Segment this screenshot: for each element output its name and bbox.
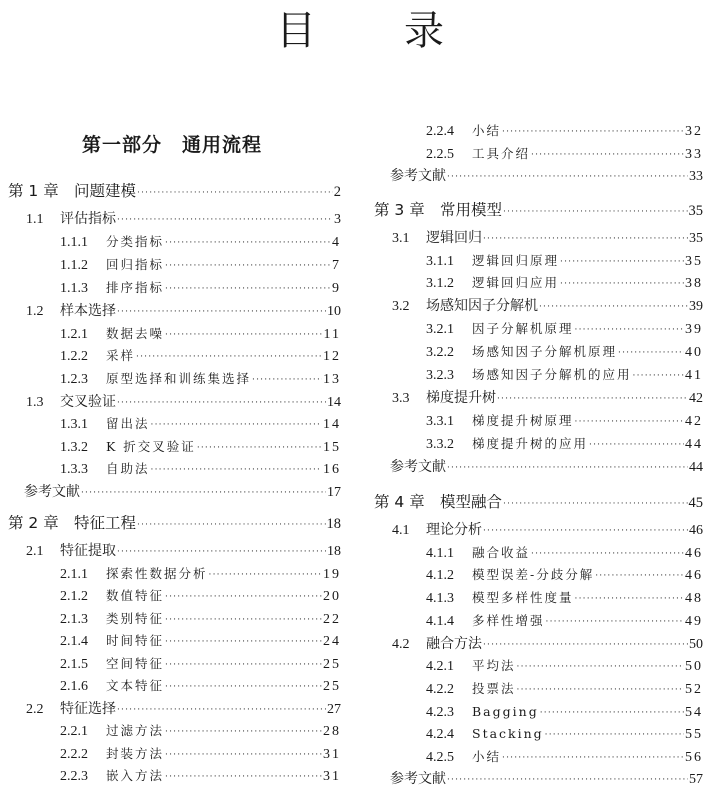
entry-number: 2.2.5: [426, 147, 454, 162]
dot-leader: [483, 228, 688, 250]
page-number: 31: [323, 747, 341, 762]
dot-leader: [483, 634, 688, 656]
entry-title: 评估指标: [60, 211, 116, 227]
entry-number: 4.1.2: [426, 568, 454, 583]
page-number: 39: [689, 299, 703, 314]
page-number: 42: [685, 414, 703, 429]
toc-entry-sub[interactable]: [8, 323, 341, 345]
part-name: 通用流程: [182, 134, 263, 156]
dot-leader: [165, 654, 322, 676]
dot-leader: [136, 346, 322, 368]
dot-leader: [447, 166, 688, 188]
dot-leader: [560, 273, 684, 295]
dot-leader: [137, 180, 333, 206]
entry-number: 4.2.5: [426, 750, 454, 765]
page-number: 11: [323, 327, 341, 342]
entry-title: 参考文献: [390, 771, 446, 787]
page-number: 12: [323, 349, 341, 364]
toc-entry-sub[interactable]: [8, 368, 341, 390]
entry-number: 2.2.4: [426, 124, 454, 139]
dot-leader: [575, 319, 684, 341]
entry-number: 1.1.3: [60, 281, 88, 296]
entry-title: 数值特征: [106, 588, 165, 603]
toc-entry-sub[interactable]: [374, 655, 703, 677]
dot-leader: [560, 251, 684, 273]
entry-number: 1.2.2: [60, 349, 88, 364]
page-number: 17: [327, 485, 341, 500]
toc-entry-section[interactable]: [374, 387, 703, 409]
entry-number: 2.2.1: [60, 724, 88, 739]
entry-number: 2.1.6: [60, 679, 88, 694]
entry-number: 2.1.1: [60, 567, 88, 582]
entry-title: 文本特征: [106, 678, 165, 693]
entry-title: 空间特征: [106, 656, 165, 671]
dot-leader: [117, 699, 326, 721]
toc-entry-sub[interactable]: [374, 120, 703, 142]
toc-entry-sub[interactable]: [8, 231, 341, 253]
dot-leader: [575, 588, 684, 610]
page-title: [0, 6, 720, 56]
toc-entry-sub[interactable]: [8, 254, 341, 276]
toc-entry-section[interactable]: [8, 698, 341, 720]
entry-number: 第 2 章: [8, 514, 59, 532]
page-number: 22: [323, 612, 341, 627]
entry-number: 3.3: [392, 391, 410, 406]
entry-number: 1.2.3: [60, 372, 88, 387]
page-number: 19: [323, 567, 341, 582]
toc-entry-ref[interactable]: [374, 165, 703, 187]
entry-title: 逻辑回归: [426, 230, 482, 246]
toc-entry-sub[interactable]: [374, 678, 703, 700]
entry-number: 1.1.2: [60, 258, 88, 273]
page-number: 46: [689, 523, 703, 538]
page-number: 35: [688, 203, 703, 219]
entry-title: 排序指标: [106, 280, 165, 295]
toc-entry-sub[interactable]: [374, 250, 703, 272]
entry-number: 2.2: [26, 702, 44, 717]
entry-title: 平均法: [472, 658, 516, 673]
toc-entry-sub[interactable]: [374, 364, 703, 386]
page-number: 44: [689, 460, 703, 475]
dot-leader: [503, 199, 687, 225]
entry-number: 4.1.3: [426, 591, 454, 606]
entry-title: 原型选择和训练集选择: [106, 371, 252, 386]
entry-title: 工具介绍: [472, 146, 531, 161]
entry-title: 理论分析: [426, 522, 482, 538]
toc-entry-section[interactable]: [8, 208, 341, 230]
entry-title: 逻辑回归应用: [472, 275, 560, 290]
entry-title: 时间特征: [106, 633, 165, 648]
dot-leader: [165, 324, 323, 346]
entry-number: 第 3 章: [374, 201, 425, 219]
page-number: 49: [685, 614, 703, 629]
entry-title: 小结: [472, 749, 502, 764]
page-number: 24: [323, 634, 341, 649]
entry-title: 因子分解机原理: [472, 321, 574, 336]
entry-number: 2.1.2: [60, 589, 88, 604]
dot-leader: [575, 411, 684, 433]
entry-title: 探索性数据分析: [106, 566, 208, 581]
toc-entry-sub[interactable]: [8, 743, 341, 765]
entry-number: 4.2.3: [426, 705, 454, 720]
entry-number: 3.2.3: [426, 368, 454, 383]
entry-title: 采样: [106, 348, 136, 363]
entry-number: 1.2.1: [60, 327, 88, 342]
dot-leader: [546, 611, 684, 633]
entry-number: 4.1: [392, 523, 410, 538]
toc-entry-ref[interactable]: [8, 481, 341, 503]
page-number: 18: [326, 516, 341, 532]
page-number: 3: [334, 212, 341, 227]
entry-number: 3.2: [392, 299, 410, 314]
dot-leader: [531, 543, 684, 565]
page-number: 54: [685, 705, 703, 720]
dot-leader: [633, 365, 684, 387]
toc-entry-sub[interactable]: [374, 143, 703, 165]
dot-leader: [595, 565, 684, 587]
page-number: 32: [685, 124, 703, 139]
toc-entry-section[interactable]: [8, 540, 341, 562]
dot-leader: [165, 766, 322, 788]
toc-entry-sub[interactable]: [374, 341, 703, 363]
toc-entry-ref[interactable]: [374, 456, 703, 478]
page-number: 9: [332, 281, 341, 296]
toc-entry-section[interactable]: [374, 519, 703, 541]
dot-leader: [165, 586, 322, 608]
page-number: 40: [685, 345, 703, 360]
page-number: 14: [323, 417, 341, 432]
dot-leader: [252, 369, 322, 391]
dot-leader: [540, 702, 684, 724]
page-number: 25: [323, 679, 341, 694]
entry-title: 类别特征: [106, 611, 165, 626]
toc-entry-sub[interactable]: [374, 433, 703, 455]
entry-number: 4.2.1: [426, 659, 454, 674]
entry-number: 3.3.2: [426, 437, 454, 452]
toc-entry-chapter[interactable]: [374, 197, 703, 223]
entry-number: 1.3.2: [60, 440, 88, 455]
entry-title: 融合收益: [472, 545, 531, 560]
entry-title: Bagging: [472, 704, 539, 719]
title-char-left: 目: [276, 8, 316, 54]
page-number: 35: [689, 231, 703, 246]
entry-number: 3.3.1: [426, 414, 454, 429]
part-number: 第一部分: [82, 134, 163, 156]
entry-number: 4.2: [392, 637, 410, 652]
entry-number: 1.2: [26, 304, 44, 319]
entry-title: 多样性增强: [472, 613, 545, 628]
entry-number: 4.2.2: [426, 682, 454, 697]
page-number: 16: [323, 462, 341, 477]
page-number: 7: [332, 258, 341, 273]
toc-entry-sub[interactable]: [8, 765, 341, 787]
page-number: 57: [689, 772, 703, 787]
page-number: 33: [685, 147, 703, 162]
entry-number: 3.1.1: [426, 254, 454, 269]
dot-leader: [531, 144, 684, 166]
page-number: 31: [323, 769, 341, 784]
entry-title: 问题建模: [74, 182, 137, 200]
toc-entry-sub[interactable]: [374, 587, 703, 609]
page-number: 42: [689, 391, 703, 406]
toc-entry-sub[interactable]: [374, 723, 703, 745]
page-number: 45: [688, 495, 703, 511]
page-number: 52: [685, 682, 703, 697]
entry-title: 参考文献: [390, 459, 446, 475]
toc-entry-sub[interactable]: [8, 653, 341, 675]
page-number: 27: [327, 702, 341, 717]
dot-leader: [137, 512, 325, 538]
page-number: 20: [323, 589, 341, 604]
dot-leader: [447, 769, 688, 791]
entry-title: 特征提取: [60, 543, 116, 559]
entry-title: 梯度提升树: [426, 390, 496, 406]
toc-entry-chapter[interactable]: [8, 510, 341, 536]
page-number: 18: [327, 544, 341, 559]
page-number: 55: [685, 727, 703, 742]
entry-title: 样本选择: [60, 303, 116, 319]
entry-number: 1.1.1: [60, 235, 88, 250]
dot-leader: [117, 541, 326, 563]
dot-leader: [165, 744, 322, 766]
entry-title: 模型误差-分歧分解: [472, 567, 595, 582]
entry-title: 场感知因子分解机: [426, 298, 538, 314]
entry-number: 3.2.2: [426, 345, 454, 360]
dot-leader: [165, 676, 322, 698]
entry-title: 小结: [472, 123, 502, 138]
entry-number: 2.1: [26, 544, 44, 559]
entry-number: 1.3.3: [60, 462, 88, 477]
entry-title: 模型多样性度量: [472, 590, 574, 605]
entry-number: 第 1 章: [8, 182, 59, 200]
toc-entry-section[interactable]: [374, 295, 703, 317]
dot-leader: [539, 296, 688, 318]
toc-entry-section[interactable]: [8, 391, 341, 413]
toc-entry-sub[interactable]: [8, 608, 341, 630]
toc-entry-section[interactable]: [8, 300, 341, 322]
entry-title: 特征工程: [74, 514, 137, 532]
toc-entry-section[interactable]: [374, 227, 703, 249]
entry-title: 常用模型: [440, 201, 503, 219]
entry-title: 梯度提升树原理: [472, 413, 574, 428]
page-number: 50: [685, 659, 703, 674]
toc-entry-sub[interactable]: [8, 585, 341, 607]
dot-leader: [483, 520, 688, 542]
dot-leader: [618, 342, 684, 364]
entry-number: 2.1.5: [60, 657, 88, 672]
page-number: 10: [327, 304, 341, 319]
page-number: 14: [327, 395, 341, 410]
entry-number: 1.1: [26, 212, 44, 227]
toc-entry-sub[interactable]: [8, 563, 341, 585]
dot-leader: [502, 121, 684, 143]
page-number: 25: [323, 657, 341, 672]
toc-entry-sub[interactable]: [374, 318, 703, 340]
toc-entry-sub[interactable]: [374, 701, 703, 723]
toc-entry-sub[interactable]: [8, 413, 341, 435]
page-number: 48: [685, 591, 703, 606]
entry-number: 4.1.1: [426, 546, 454, 561]
entry-title: 回归指标: [106, 257, 165, 272]
entry-title: 自助法: [106, 461, 150, 476]
toc-entry-sub[interactable]: [8, 458, 341, 480]
entry-title: 过滤方法: [106, 723, 165, 738]
toc-entry-chapter[interactable]: [8, 178, 341, 204]
entry-title: Stacking: [472, 726, 544, 741]
dot-leader: [497, 388, 688, 410]
page-number: 15: [323, 440, 341, 455]
dot-leader: [117, 301, 326, 323]
toc-entry-sub[interactable]: [374, 564, 703, 586]
entry-number: 2.1.4: [60, 634, 88, 649]
dot-leader: [502, 747, 684, 769]
dot-leader: [165, 232, 331, 254]
toc-entry-sub[interactable]: [8, 277, 341, 299]
page-number: 50: [689, 637, 703, 652]
toc-entry-sub[interactable]: [374, 746, 703, 768]
entry-title: 封装方法: [106, 746, 165, 761]
entry-title: K 折交叉验证: [106, 439, 196, 454]
title-char-right: 录: [404, 8, 444, 54]
dot-leader: [517, 679, 684, 701]
entry-title: 特征选择: [60, 701, 116, 717]
entry-title: 数据去噪: [106, 326, 165, 341]
dot-leader: [117, 392, 326, 414]
toc-entry-sub[interactable]: [8, 675, 341, 697]
page-number: 4: [332, 235, 341, 250]
page-number: 44: [685, 437, 703, 452]
dot-leader: [197, 437, 322, 459]
entry-number: 2.2.2: [60, 747, 88, 762]
toc-entry-sub[interactable]: [374, 610, 703, 632]
page-number: 41: [685, 368, 703, 383]
dot-leader: [81, 482, 326, 504]
toc-entry-sub[interactable]: [374, 542, 703, 564]
dot-leader: [545, 724, 684, 746]
toc-entry-chapter[interactable]: [374, 489, 703, 515]
dot-leader: [517, 656, 684, 678]
entry-title: 融合方法: [426, 636, 482, 652]
dot-leader: [503, 491, 687, 517]
dot-leader: [165, 631, 322, 653]
toc-entry-sub[interactable]: [8, 436, 341, 458]
entry-number: 4.2.4: [426, 727, 454, 742]
entry-number: 2.2.3: [60, 769, 88, 784]
dot-leader: [165, 721, 322, 743]
entry-number: 1.3.1: [60, 417, 88, 432]
dot-leader: [447, 457, 688, 479]
dot-leader: [117, 209, 333, 231]
entry-title: 模型融合: [440, 493, 503, 511]
dot-leader: [151, 414, 322, 436]
dot-leader: [165, 278, 331, 300]
entry-title: 场感知因子分解机原理: [472, 344, 618, 359]
entry-title: 梯度提升树的应用: [472, 436, 589, 451]
toc-entry-sub[interactable]: [8, 630, 341, 652]
toc-entry-sub[interactable]: [8, 720, 341, 742]
entry-title: 场感知因子分解机的应用: [472, 367, 632, 382]
entry-title: 逻辑回归原理: [472, 253, 560, 268]
entry-number: 1.3: [26, 395, 44, 410]
page-number: 56: [685, 750, 703, 765]
page-number: 13: [323, 372, 341, 387]
entry-title: 留出法: [106, 416, 150, 431]
page-number: 28: [323, 724, 341, 739]
page-number: 46: [685, 568, 703, 583]
entry-title: 交叉验证: [60, 394, 116, 410]
dot-leader: [589, 434, 684, 456]
dot-leader: [165, 255, 331, 277]
entry-title: 投票法: [472, 681, 516, 696]
page-number: 2: [333, 184, 341, 200]
entry-number: 3.1: [392, 231, 410, 246]
dot-leader: [151, 459, 322, 481]
toc-entry-ref[interactable]: [374, 768, 703, 790]
page-number: 35: [685, 254, 703, 269]
toc-entry-sub[interactable]: [8, 345, 341, 367]
entry-number: 3.2.1: [426, 322, 454, 337]
entry-number: 第 4 章: [374, 493, 425, 511]
dot-leader: [165, 609, 322, 631]
toc-entry-sub[interactable]: [374, 410, 703, 432]
page-number: 38: [685, 276, 703, 291]
toc-entry-sub[interactable]: [374, 272, 703, 294]
entry-number: 2.1.3: [60, 612, 88, 627]
entry-number: 3.1.2: [426, 276, 454, 291]
entry-number: 4.1.4: [426, 614, 454, 629]
page-number: 33: [689, 169, 703, 184]
entry-title: 参考文献: [390, 168, 446, 184]
entry-title: 分类指标: [106, 234, 165, 249]
page-number: 46: [685, 546, 703, 561]
toc-entry-section[interactable]: [374, 633, 703, 655]
dot-leader: [209, 564, 322, 586]
entry-title: 参考文献: [24, 484, 80, 500]
page-number: 39: [685, 322, 703, 337]
entry-title: 嵌入方法: [106, 768, 165, 783]
part-heading: [82, 132, 262, 158]
